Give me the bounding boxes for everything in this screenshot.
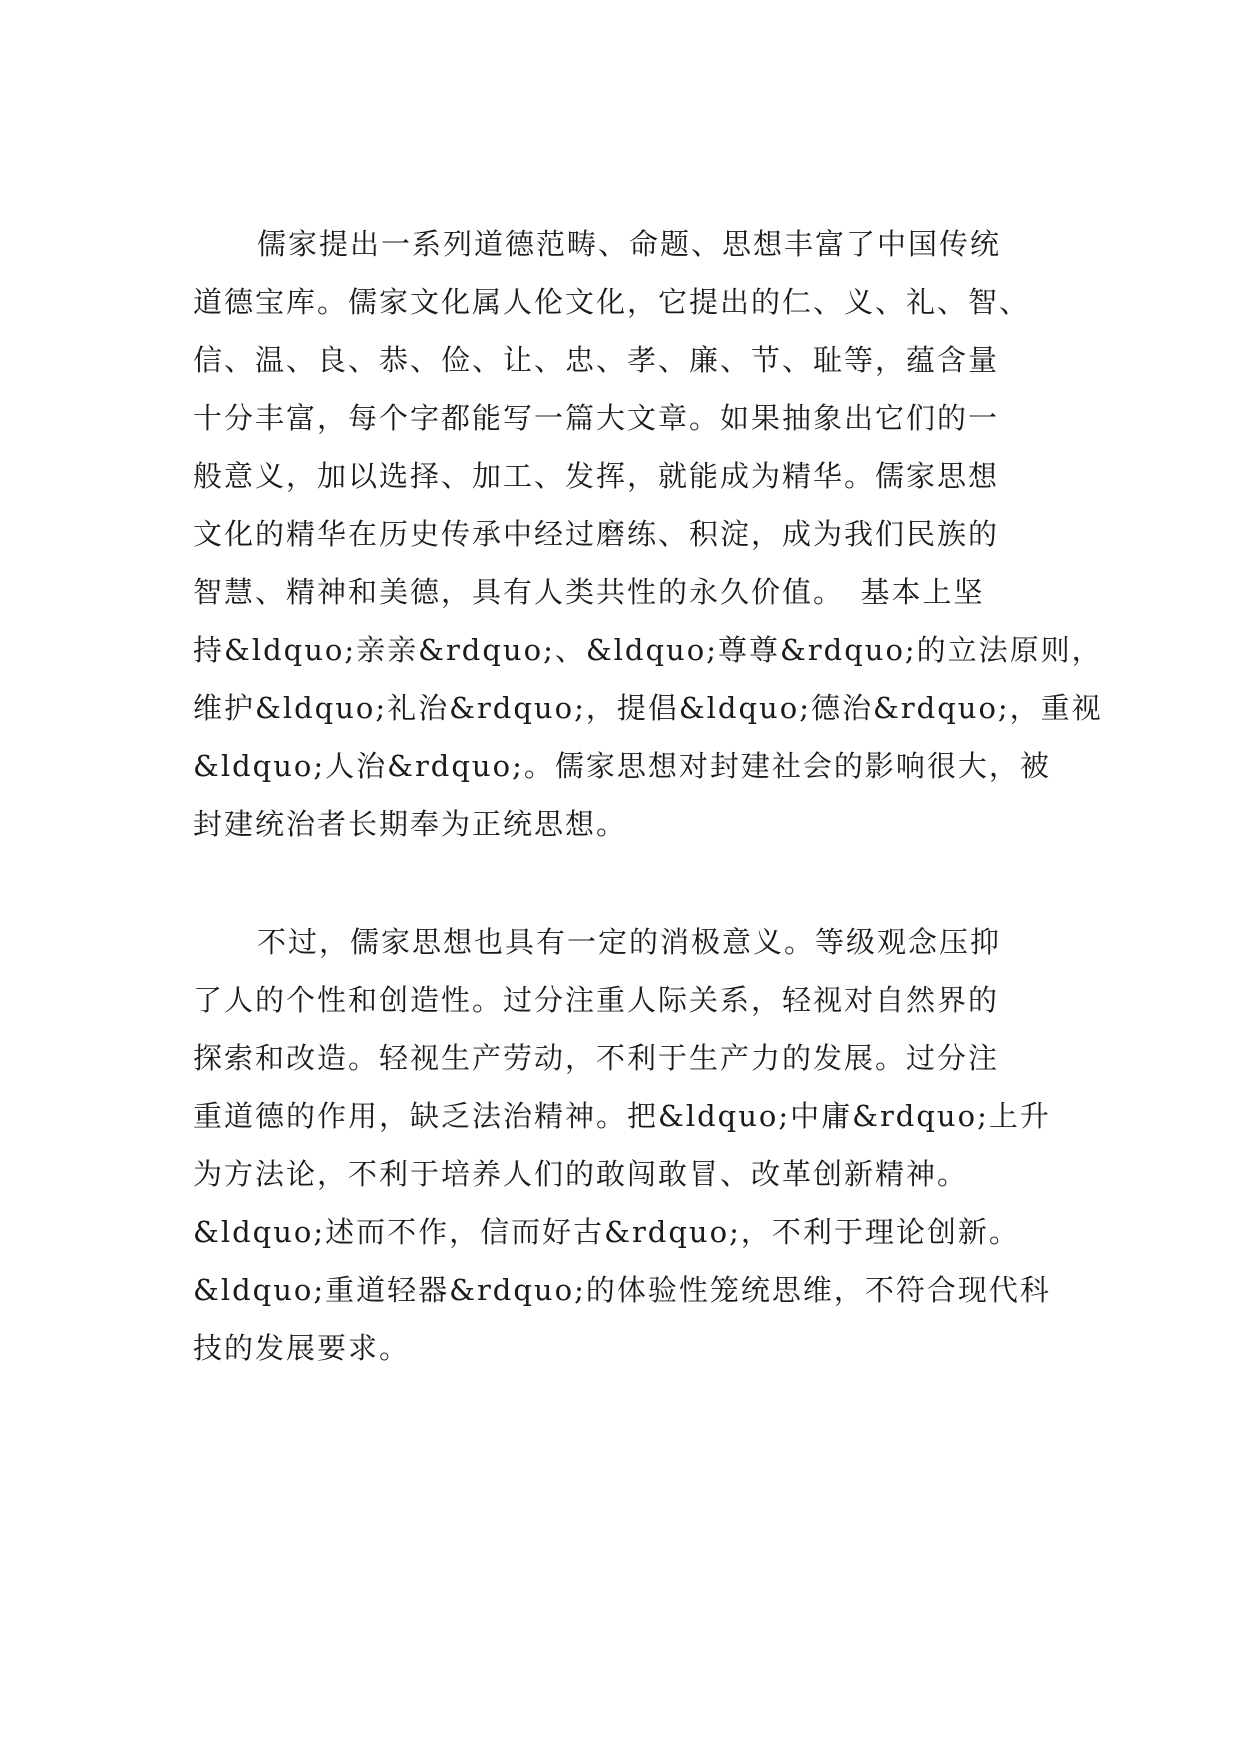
paragraph-line: 信、温、良、恭、俭、让、忠、孝、廉、节、耻等，蕴含量: [193, 343, 1000, 377]
paragraph-line: 十分丰富，每个字都能写一篇大文章。如果抽象出它们的一: [193, 401, 1000, 435]
paragraph-line: 维护&ldquo;礼治&rdquo;，提倡&ldquo;德治&rdquo;，重视: [193, 691, 1103, 725]
paragraph-line: 重道德的作用，缺乏法治精神。把&ldquo;中庸&rdquo;上升: [193, 1099, 1051, 1133]
paragraph-line: 道德宝库。儒家文化属人伦文化，它提出的仁、义、礼、智、: [193, 285, 1031, 319]
paragraph-line: 智慧、精神和美德，具有人类共性的永久价值。 基本上坚: [193, 575, 985, 609]
paragraph-line: &ldquo;重道轻器&rdquo;的体验性笼统思维，不符合现代科: [193, 1273, 1051, 1307]
paragraph-line: 了人的个性和创造性。过分注重人际关系，轻视对自然界的: [193, 983, 1000, 1017]
paragraph-line: 技的发展要求。: [193, 1331, 411, 1365]
paragraph-line: 持&ldquo;亲亲&rdquo;、&ldquo;尊尊&rdquo;的立法原则，: [193, 633, 1103, 667]
paragraph-line: &ldquo;人治&rdquo;。儒家思想对封建社会的影响很大，被: [193, 749, 1051, 783]
paragraph-line: 封建统治者长期奉为正统思想。: [193, 807, 628, 841]
paragraph-line: 为方法论，不利于培养人们的敢闯敢冒、改革创新精神。: [193, 1157, 969, 1191]
paragraph-line: 不过，儒家思想也具有一定的消极意义。等级观念压抑: [257, 925, 1002, 959]
paragraph-line: 探索和改造。轻视生产劳动，不利于生产力的发展。过分注: [193, 1041, 1000, 1075]
paragraph-line: 般意义，加以选择、加工、发挥，就能成为精华。儒家思想: [193, 459, 1000, 493]
paragraph-line: 儒家提出一系列道德范畴、命题、思想丰富了中国传统: [257, 227, 1002, 261]
paragraph-line: 文化的精华在历史传承中经过磨练、积淀，成为我们民族的: [193, 517, 1000, 551]
paragraph-line: &ldquo;述而不作，信而好古&rdquo;，不利于理论创新。: [193, 1215, 1020, 1249]
